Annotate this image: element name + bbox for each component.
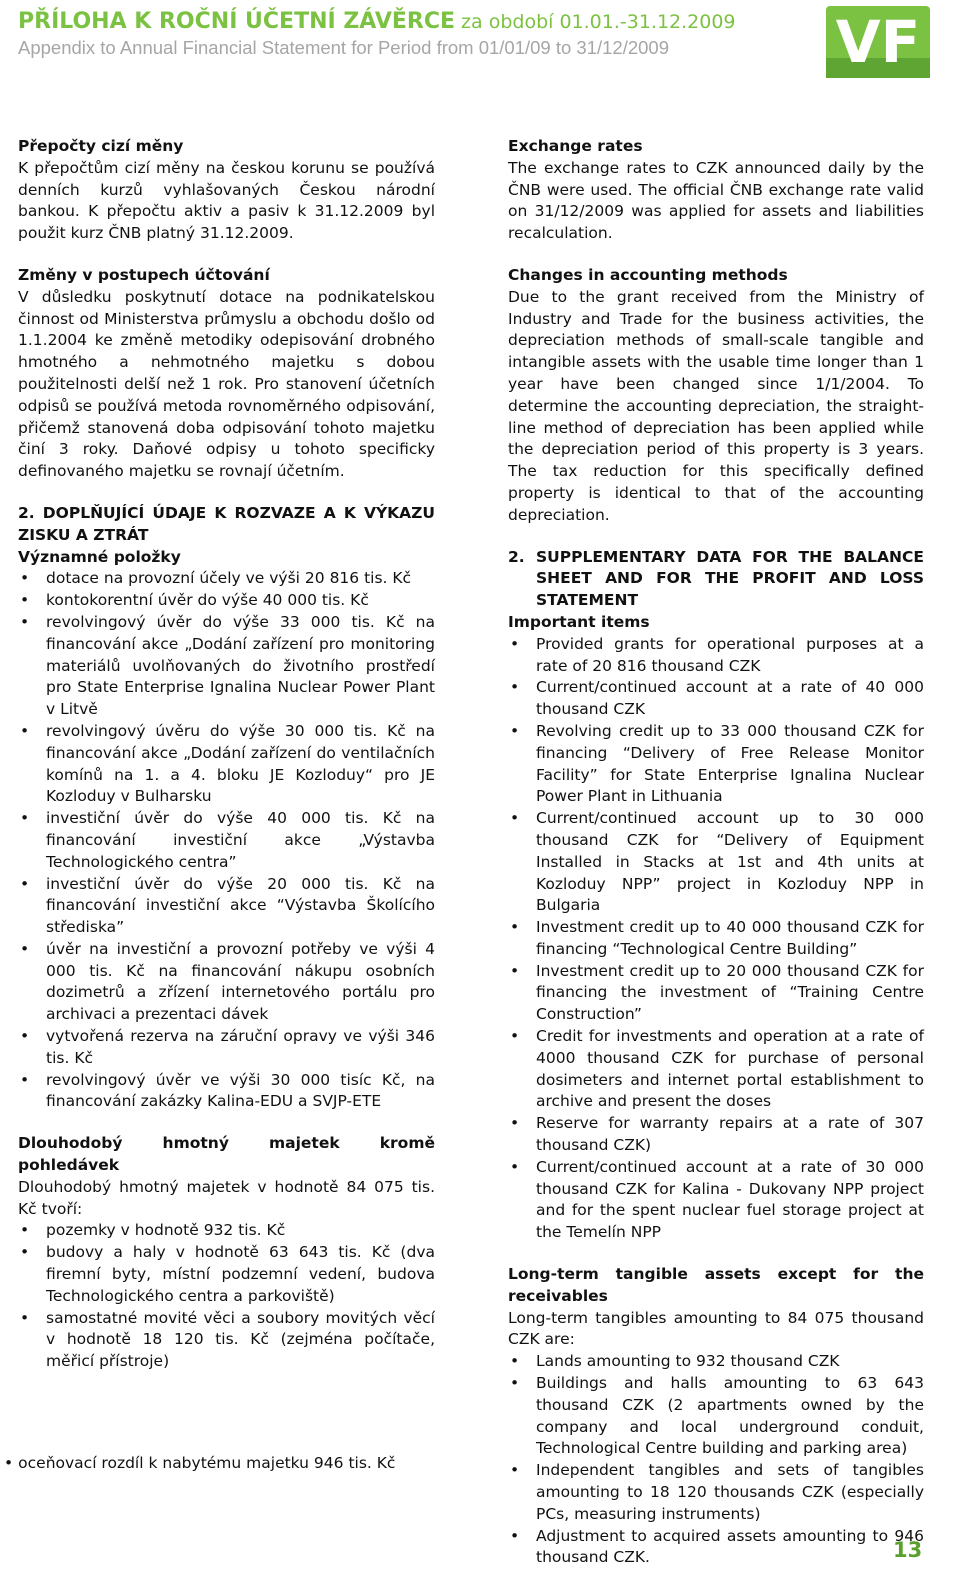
tangible-list-en <box>508 1351 924 1569</box>
list-item: • Provided grants for operational purposes at a rate of 20 816 thousand CZK <box>508 634 924 678</box>
list-item: • revolvingový úvěr ve výši 30 000 tisíc Kč, na financování zakázky Kalina-EDU a SVJP-ETE <box>18 1070 435 1114</box>
tangible-text-cz: Dlouhodobý hmotný majetek v hodnotě 84 075 tis. Kč tvoří: <box>18 1177 435 1218</box>
right-column <box>508 136 924 1569</box>
tangible-list-cz <box>18 1220 435 1373</box>
list-item: • úvěr na investiční a provozní potřeby ve výši 4 000 tis. Kč na financování nákupu osobních dozimetrů a zřízení internetového portálu pro archivaci a prezentaci dávek <box>18 939 435 1026</box>
items-list-cz <box>18 568 435 1113</box>
list-item: • budovy a haly v hodnotě 63 643 tis. Kč (dva firemní byty, místní podzemní vedení, budova Technologického centra a parkoviště) <box>18 1242 435 1307</box>
page-number: 13 <box>893 1538 923 1562</box>
list-item: • Lands amounting to 932 thousand CZK <box>508 1351 924 1373</box>
exchange-title-en: Exchange rates <box>508 137 643 155</box>
list-item: • pozemky v hodnotě 932 tis. Kč <box>18 1220 435 1242</box>
left-column <box>18 136 435 1373</box>
list-item: • Reserve for warranty repairs at a rate of 307 thousand CZK) <box>508 1113 924 1157</box>
list-item: • Investment credit up to 20 000 thousand CZK for financing the investment of “Training Centre Construction” <box>508 961 924 1026</box>
list-item: • Buildings and halls amounting to 63 643 thousand CZK (2 apartments owned by the company and local underground conduit, Technological Centre building and parking area) <box>508 1373 924 1460</box>
list-item: • dotace na provozní účely ve výši 20 816 tis. Kč <box>18 568 435 590</box>
items-list-en <box>508 634 924 1244</box>
list-item: • investiční úvěr do výše 40 000 tis. Kč na financování investiční akce „Výstavba Technologického centra” <box>18 808 435 873</box>
items-title-cz: Významné položky <box>18 547 181 566</box>
svg-text:VF: VF <box>835 8 921 76</box>
changes-text-en: Due to the grant received from the Ministry of Industry and Trade for the business activities, the depreciation methods of small-scale tangible and intangible assets with the usable time longer than 1 year have been changed since 1/1/2004. To determine the accounting depreciation, the straight-line method of depreciation has been applied while the depreciation period of this property is 3 years. The tax reduction for this specifically defined property is identical to that of the accounting depreciation. <box>508 287 924 524</box>
list-item: • samostatné movité věci a soubory movitých věcí v hodnotě 18 120 tis. Kč (zejména počítače, měřicí přístroje) <box>18 1308 435 1373</box>
tangible-last-item-cz: • oceňovací rozdíl k nabytému majetku 946 tis. Kč <box>4 1453 444 1475</box>
list-item: • investiční úvěr do výše 20 000 tis. Kč na financování investiční akce “Výstavba Školícího střediska” <box>18 874 435 939</box>
changes-title-en: Changes in accounting methods <box>508 265 788 284</box>
exchange-text-cz: K přepočtům cizí měny na českou korunu se používá denních kurzů vyhlašovaných Českou národní bankou. K přepočtu aktiv a pasiv k 31.12.2009 byl použit kurz ČNB platný 31.12.2009. <box>18 158 435 243</box>
items-title-en: Important items <box>508 612 650 631</box>
list-item: • Independent tangibles and sets of tangibles amounting to 18 120 thousands CZK (especially PCs, measuring instruments) <box>508 1460 924 1525</box>
list-item: • revolvingový úvěr do výše 33 000 tis. Kč na financování akce „Dodání zařízení pro monitoring materiálů uvolňovaných do životního prostředí pro State Enterprise Ignalina Nuclear Power Plant v Litvě <box>18 612 435 721</box>
list-item: • Current/continued account up to 30 000 thousand CZK for “Delivery of Equipment Installed in Stacks at 1st and 4th units at Kozloduy NPP” project in Kozloduy NPP in Bulgaria <box>508 808 924 917</box>
section-number: 2. <box>508 547 525 566</box>
changes-title-cz: Změny v postupech účtování <box>18 265 270 284</box>
list-item: • Current/continued account at a rate of 30 000 thousand CZK for Kalina - Dukovany NPP project and for the spent nuclear fuel storage project at the Temelín NPP <box>508 1157 924 1244</box>
section-title-text: SUPPLEMENTARY DATA FOR THE BALANCE SHEET AND FOR THE PROFIT AND LOSS STATEMENT <box>536 547 924 610</box>
page-header <box>18 8 818 60</box>
list-item: • vytvořená rezerva na záruční opravy ve výši 346 tis. Kč <box>18 1026 435 1070</box>
tangible-text-en: Long-term tangibles amounting to 84 075 thousand CZK are: <box>508 1308 924 1349</box>
tangible-title-cz: Dlouhodobý hmotný majetek kromě pohledávek <box>18 1134 435 1175</box>
list-item: • Current/continued account at a rate of 40 000 thousand CZK <box>508 677 924 721</box>
list-item: • Investment credit up to 40 000 thousand CZK for financing “Technological Centre Building” <box>508 917 924 961</box>
tangible-title-en: Long-term tangible assets except for the receivables <box>508 1265 924 1305</box>
exchange-title-cz: Přepočty cizí měny <box>18 137 184 155</box>
list-item: • revolvingový úvěru do výše 30 000 tis. Kč na financování akce „Dodání zařízení do ventilačních komínů na 1. a 4. bloku JE Kozloduy“ pro JE Kozloduy v Bulharsku <box>18 721 435 808</box>
section-title-cz: 2. DOPLŇUJÍCÍ ÚDAJE K ROZVAZE A K VÝKAZU ZISKU A ZTRÁT <box>18 503 435 544</box>
list-item: • kontokorentní úvěr do výše 40 000 tis. Kč <box>18 590 435 612</box>
document-subtitle: Appendix to Annual Financial Statement for Period from 01/01/09 to 31/12/2009 <box>18 37 670 58</box>
document-title: PŘÍLOHA K ROČNÍ ÚČETNÍ ZÁVĚRCE za období 01.01.-31.12.2009 <box>18 9 736 34</box>
list-item: • Adjustment to acquired assets amounting to 946 thousand CZK. <box>508 1526 924 1570</box>
section-title-en <box>508 547 924 612</box>
list-item: • Credit for investments and operation at a rate of 4000 thousand CZK for purchase of personal dosimeters and internet portal establishment to archive and present the doses <box>508 1026 924 1113</box>
company-logo <box>826 6 930 78</box>
list-item: • Revolving credit up to 33 000 thousand CZK for financing “Delivery of Free Release Monitor Facility” for State Enterprise Ignalina Nuclear Power Plant in Lithuania <box>508 721 924 808</box>
exchange-text-en: The exchange rates to CZK announced daily by the ČNB were used. The official ČNB exchange rate valid on 31/12/2009 was applied for assets and liabilities recalculation. <box>508 158 924 243</box>
changes-text-cz: V důsledku poskytnutí dotace na podnikatelskou činnost od Ministerstva průmyslu a obchodu došlo od 1.1.2004 ke změně metodiky odepisování drobného hmotného a nehmotného majetku s dobou použitelnosti delší než 1 rok. Pro stanovení účetních odpisů se používá metoda rovnoměrného odpisování, přičemž stanovená doba odpisování tohoto majetku činí 3 roky. Daňové odpisy u tohoto specificky definovaného majetku se rovnají účetním. <box>18 287 435 481</box>
